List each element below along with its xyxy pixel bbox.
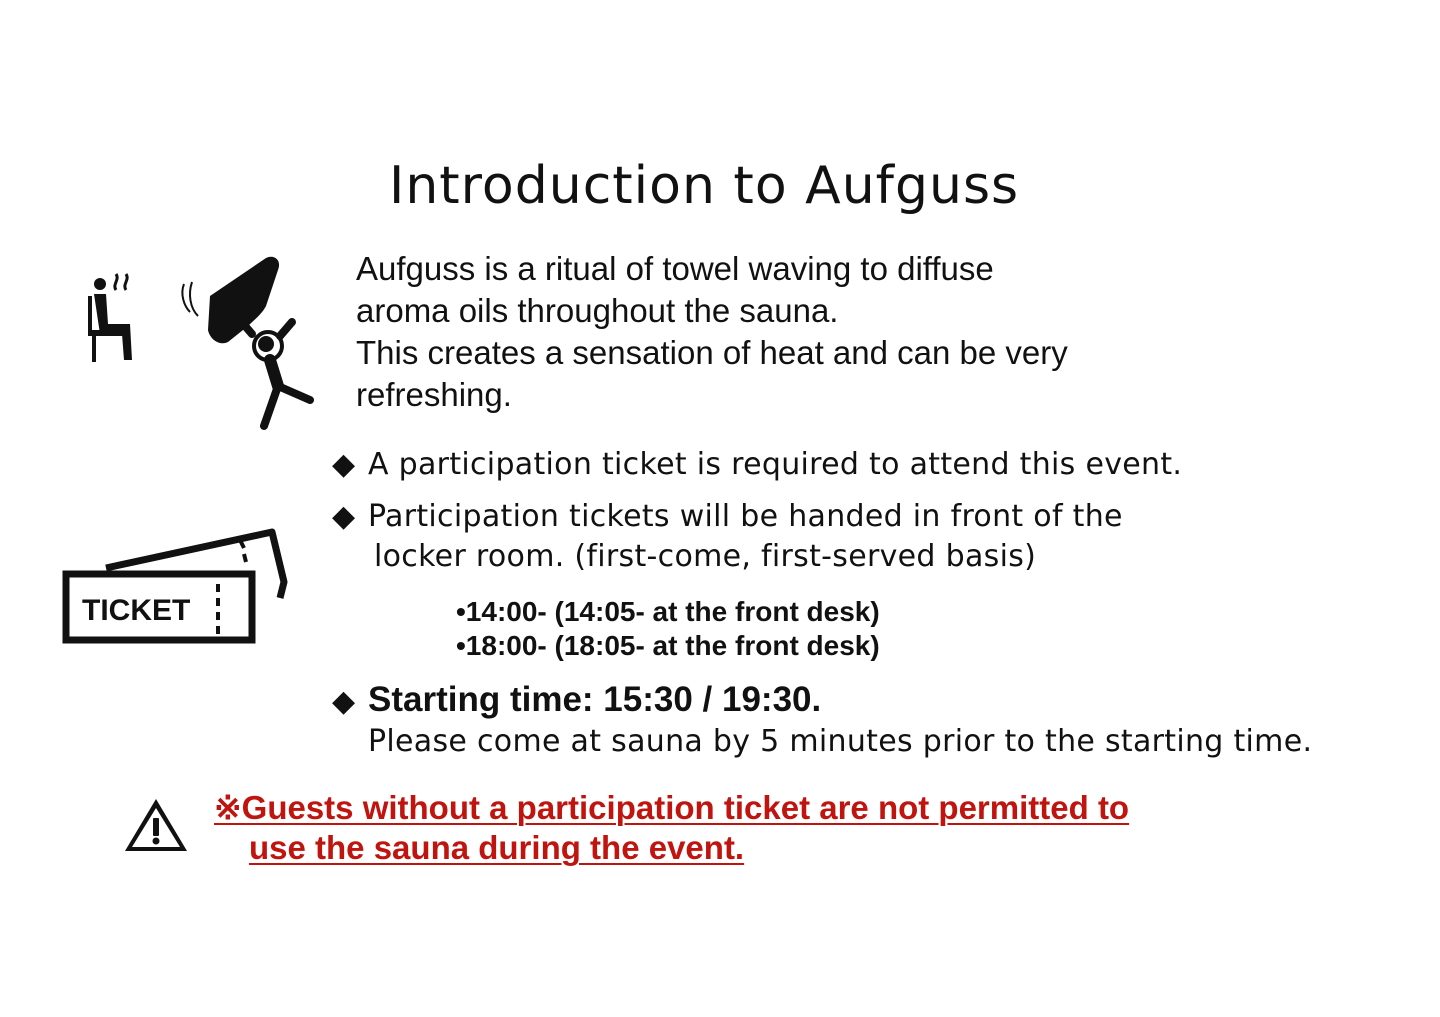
ticket-icon [62, 526, 294, 648]
bullet-text: Participation tickets will be handed in front of the [368, 499, 1123, 534]
towel-waving-person-icon [170, 250, 325, 435]
starting-time [332, 680, 821, 720]
intro-line: refreshing. [356, 376, 512, 413]
warning-line-2: use the sauna during the event. [249, 829, 745, 866]
person-sitting-steam-icon [84, 270, 154, 370]
intro-line: Aufguss is a ritual of towel waving to diffuse [356, 250, 994, 287]
bullet-ticket-distribution [332, 499, 1123, 534]
bullet-text: A participation ticket is required to attend this event. [368, 447, 1183, 482]
bullet-continuation: locker room. (first-come, first-served basis) [374, 539, 1037, 574]
starting-time-text: Starting time: 15:30 / 19:30. [368, 680, 822, 719]
ticket-label: TICKET [82, 594, 191, 627]
bullet-marker: ◆ [332, 499, 356, 534]
ticket-time-1: •14:00- (14:05- at the front desk) [456, 596, 880, 627]
warning-triangle-icon [122, 796, 190, 854]
bullet-ticket-required [332, 447, 1182, 482]
warning-line-1: ※Guests without a participation ticket are not permitted to [214, 789, 1130, 826]
bullet-marker: ◆ [332, 447, 356, 482]
ticket-time-2: •18:00- (18:05- at the front desk) [456, 630, 880, 661]
page-title: Introduction to Aufguss [389, 156, 1020, 216]
arrival-note: Please come at sauna by 5 minutes prior to the starting time. [368, 724, 1313, 759]
intro-line: aroma oils throughout the sauna. [356, 292, 839, 329]
bullet-marker: ◆ [332, 684, 356, 719]
intro-line: This creates a sensation of heat and can be very [356, 334, 1068, 371]
intro-paragraph [356, 248, 1068, 416]
